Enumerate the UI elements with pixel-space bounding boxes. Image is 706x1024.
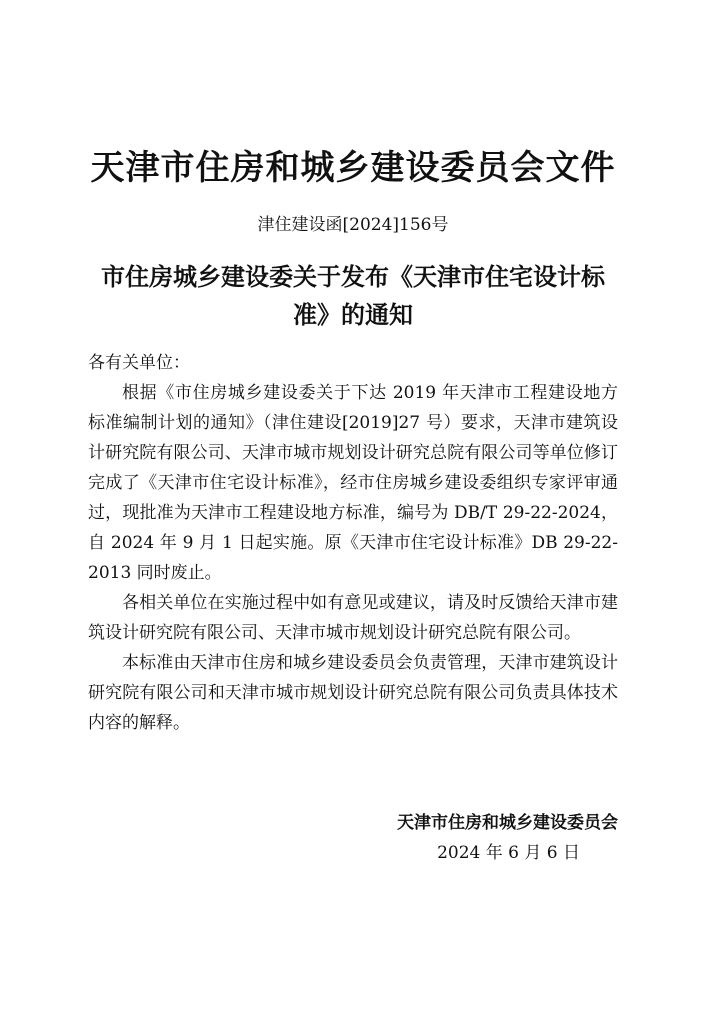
- signature-date: 2024 年 6 月 6 日: [437, 843, 580, 863]
- body-paragraph-approval: 根据《市住房城乡建设委关于下达 2019 年天津市工程建设地方标准编制计划的通知》（津住建设[2019]27 号）要求，天津市建筑设计研究院有限公司、天津市城市规划设计研究总院有限公司等单位修订完成了《天津市住宅设计标准》，经市住房城乡建设委组织专家评审通过，现批准为天津市工程建设地方标准，编号为 DB/T 29-22-2024，自 2024 年 9 月 1 日起实施。原《天津市住宅设计标准》DB 29-22-2013 同时废止。: [88, 383, 618, 583]
- signature-organization: 天津市住房和城乡建设委员会: [397, 813, 618, 833]
- notice-body: [88, 348, 618, 738]
- salutation: 各有关单位：: [88, 353, 190, 373]
- body-paragraph-management: 本标准由天津市住房和城乡建设委员会负责管理，天津市建筑设计研究院有限公司和天津市城市规划设计研究总院有限公司负责具体技术内容的解释。: [88, 653, 618, 733]
- issuer-title: 天津市住房和城乡建设委员会文件: [90, 148, 616, 188]
- document-number: 津住建设函[2024]156号: [257, 215, 449, 235]
- body-paragraph-feedback: 各相关单位在实施过程中如有意见或建议，请及时反馈给天津市建筑设计研究院有限公司、天津市城市规划设计研究总院有限公司。: [88, 593, 618, 643]
- notice-title: 市住房城乡建设委关于发布《天津市住宅设计标准》的通知: [101, 262, 605, 329]
- signature-block: [397, 808, 618, 868]
